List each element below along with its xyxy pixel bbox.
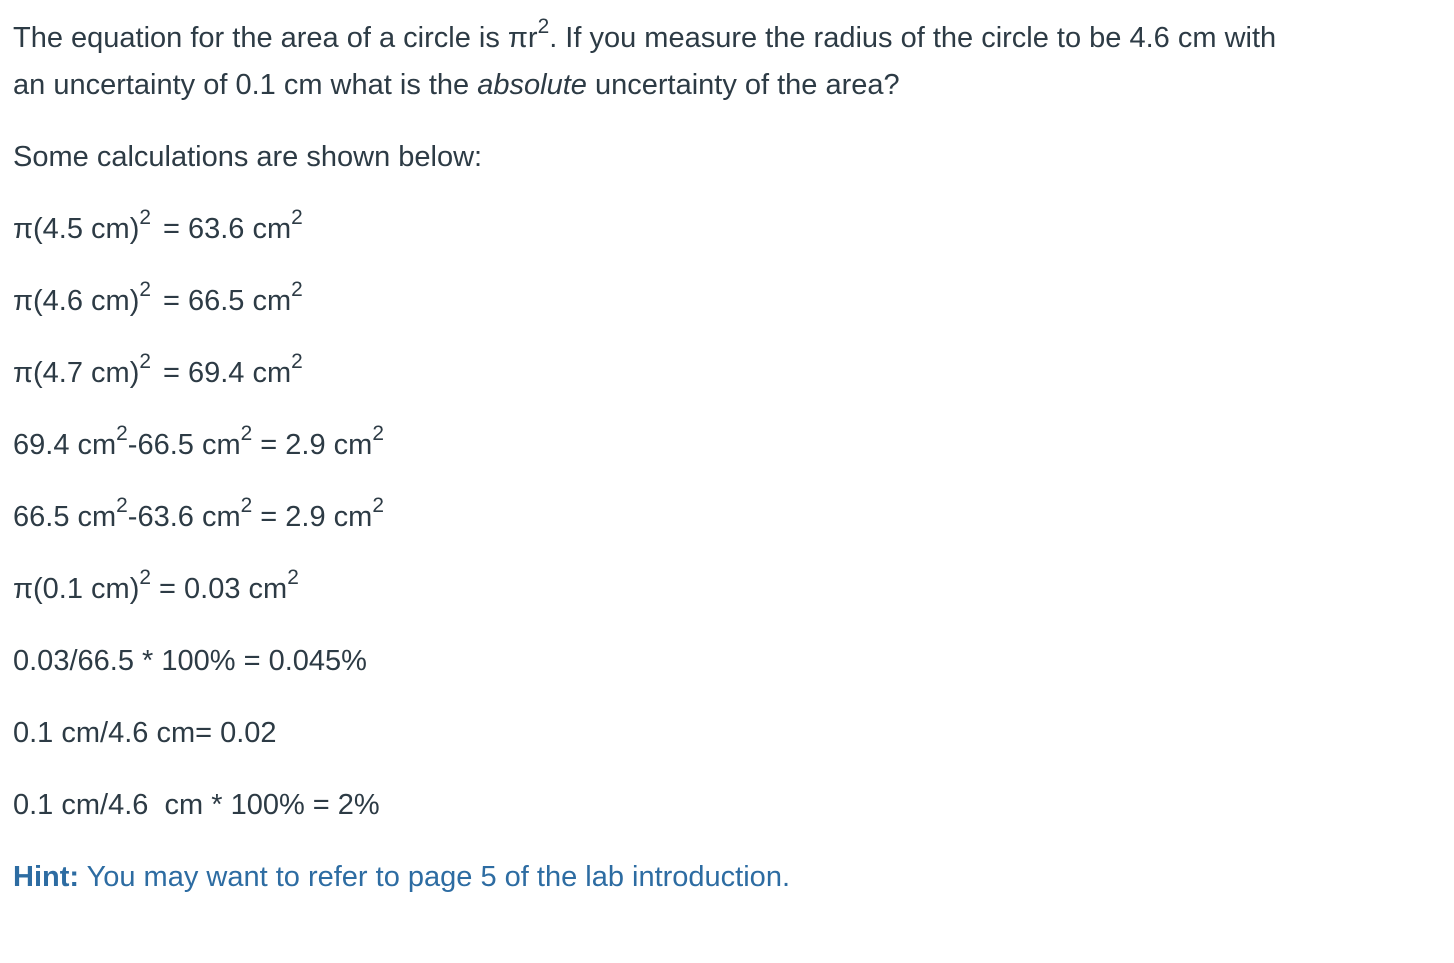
question-text-line-2: an uncertainty of 0.1 cm what is the absolute uncertainty of the area? [13, 69, 900, 101]
hint-text [13, 859, 790, 895]
calc-line-9: 0.1 cm/4.6 cm * 100% = 2% [13, 789, 380, 821]
calculations-intro: Some calculations are shown below: [13, 141, 483, 173]
calc-line-1: π(4.5 cm)$^2$ = 63.6 $cm^2$ [13, 206, 303, 245]
calc-line-7: 0.03/66.5 * 100% = 0.045% [13, 645, 367, 677]
calc-line-3: π(4.7 cm)$^2$ = 69.4 $cm^2$ [13, 350, 303, 389]
calc-line-2: π(4.6 cm)$^2$ = 66.5 $cm^2$ [13, 278, 303, 317]
question-text-line-1: The equation for the area of a circle is $\pi r^2$. If you measure the radius of the circle to be 4.6 cm with [13, 15, 1277, 54]
calc-line-8: 0.1 cm/4.6 cm= 0.02 [13, 717, 277, 749]
hint-label: Hint: [13, 861, 80, 893]
calc-line-5: 66.5 $cm^2-63.6$ $cm^2 = 2.9$ $cm^2$ [13, 494, 384, 533]
hint-body: You may want to refer to page 5 of the lab introduction. [79, 861, 790, 893]
calc-line-6: π(0.1 cm)$^2$ = 0.03 $cm^2$ [13, 566, 299, 605]
calc-line-4: 69.4 $cm^2-66.5$ $cm^2 = 2.9$ $cm^2$ [13, 422, 384, 461]
